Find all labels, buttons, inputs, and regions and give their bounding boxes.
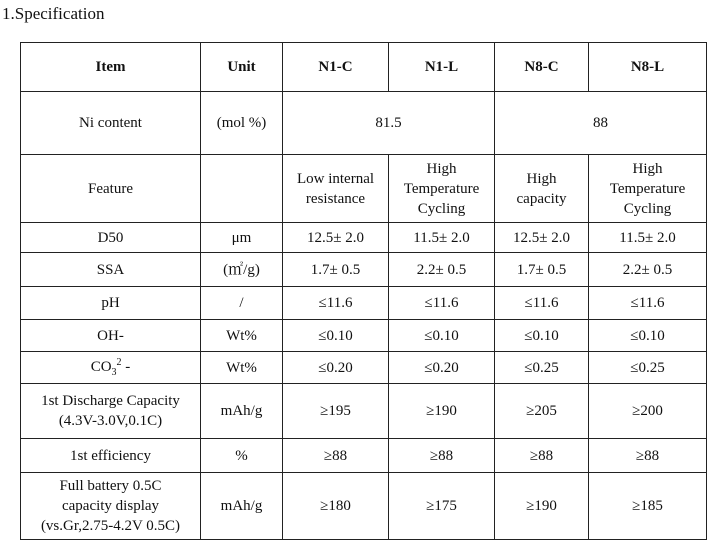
row-label: D50	[21, 223, 201, 253]
feature-n1-l: High Temperature Cycling	[389, 155, 495, 223]
table-row-d50	[21, 223, 707, 253]
table-row-ni-content	[21, 92, 707, 155]
cell-n1-c: ≥88	[283, 439, 389, 473]
ni-content-n8: 88	[495, 92, 707, 155]
specification-table	[20, 42, 707, 540]
row-unit: μm	[201, 223, 283, 253]
cell-n1-c: ≥180	[283, 473, 389, 540]
row-label: OH-	[21, 320, 201, 352]
row-label: Full battery 0.5C capacity display (vs.Gr,2.75-4.2V 0.5C)	[21, 473, 201, 540]
row-label: pH	[21, 287, 201, 320]
cell-n1-l: ≥88	[389, 439, 495, 473]
row-unit	[201, 155, 283, 223]
table-header-row	[21, 43, 707, 92]
ni-content-n1: 81.5	[283, 92, 495, 155]
section-heading: 1.Specification	[2, 4, 105, 23]
cell-n1-l: ≤0.20	[389, 352, 495, 384]
row-label: Ni content	[21, 92, 201, 155]
cell-n8-l: 11.5± 2.0	[589, 223, 707, 253]
row-unit: (mol %)	[201, 92, 283, 155]
cell-n1-l: ≥175	[389, 473, 495, 540]
cell-n8-l: ≥88	[589, 439, 707, 473]
column-header-unit: Unit	[201, 43, 283, 92]
cell-n8-c: ≤0.10	[495, 320, 589, 352]
cell-n1-c: ≤0.20	[283, 352, 389, 384]
table-row-discharge-capacity	[21, 384, 707, 439]
cell-n1-c: ≤11.6	[283, 287, 389, 320]
row-label: 1st Discharge Capacity (4.3V-3.0V,0.1C)	[21, 384, 201, 439]
table-row-full-battery	[21, 473, 707, 540]
column-header-item: Item	[21, 43, 201, 92]
cell-n1-l: 11.5± 2.0	[389, 223, 495, 253]
cell-n8-l: ≤11.6	[589, 287, 707, 320]
cell-n8-l: ≤0.10	[589, 320, 707, 352]
cell-n1-c: 12.5± 2.0	[283, 223, 389, 253]
cell-n8-l: ≥185	[589, 473, 707, 540]
column-header-n8-c: N8-C	[495, 43, 589, 92]
cell-n8-l: 2.2± 0.5	[589, 253, 707, 287]
cell-n1-c: 1.7± 0.5	[283, 253, 389, 287]
cell-n1-c: ≤0.10	[283, 320, 389, 352]
cell-n8-c: 12.5± 2.0	[495, 223, 589, 253]
row-unit: Wt%	[201, 352, 283, 384]
column-header-n8-l: N8-L	[589, 43, 707, 92]
table-row-oh	[21, 320, 707, 352]
feature-n8-l: High Temperature Cycling	[589, 155, 707, 223]
cell-n8-c: 1.7± 0.5	[495, 253, 589, 287]
row-label: Feature	[21, 155, 201, 223]
cell-n8-c: ≥190	[495, 473, 589, 540]
feature-n1-c: Low internal resistance	[283, 155, 389, 223]
cell-n1-l: 2.2± 0.5	[389, 253, 495, 287]
row-unit: %	[201, 439, 283, 473]
row-unit: Wt%	[201, 320, 283, 352]
row-label: $CO_3^2$ -	[21, 352, 201, 384]
row-label: SSA	[21, 253, 201, 287]
cell-n8-c: ≥205	[495, 384, 589, 439]
row-unit: /	[201, 287, 283, 320]
table-row-ssa	[21, 253, 707, 287]
cell-n8-l: ≥200	[589, 384, 707, 439]
column-header-n1-l: N1-L	[389, 43, 495, 92]
row-unit: mAh/g	[201, 384, 283, 439]
table-row-feature	[21, 155, 707, 223]
cell-n8-l: ≤0.25	[589, 352, 707, 384]
row-unit: mAh/g	[201, 473, 283, 540]
row-unit: (㎡/g)	[201, 253, 283, 287]
feature-n8-c: High capacity	[495, 155, 589, 223]
cell-n1-l: ≤11.6	[389, 287, 495, 320]
cell-n8-c: ≥88	[495, 439, 589, 473]
row-label: 1st efficiency	[21, 439, 201, 473]
table-row-co3	[21, 352, 707, 384]
cell-n1-l: ≥190	[389, 384, 495, 439]
cell-n1-c: ≥195	[283, 384, 389, 439]
table-row-ph	[21, 287, 707, 320]
cell-n1-l: ≤0.10	[389, 320, 495, 352]
cell-n8-c: ≤0.25	[495, 352, 589, 384]
table-row-efficiency	[21, 439, 707, 473]
cell-n8-c: ≤11.6	[495, 287, 589, 320]
column-header-n1-c: N1-C	[283, 43, 389, 92]
